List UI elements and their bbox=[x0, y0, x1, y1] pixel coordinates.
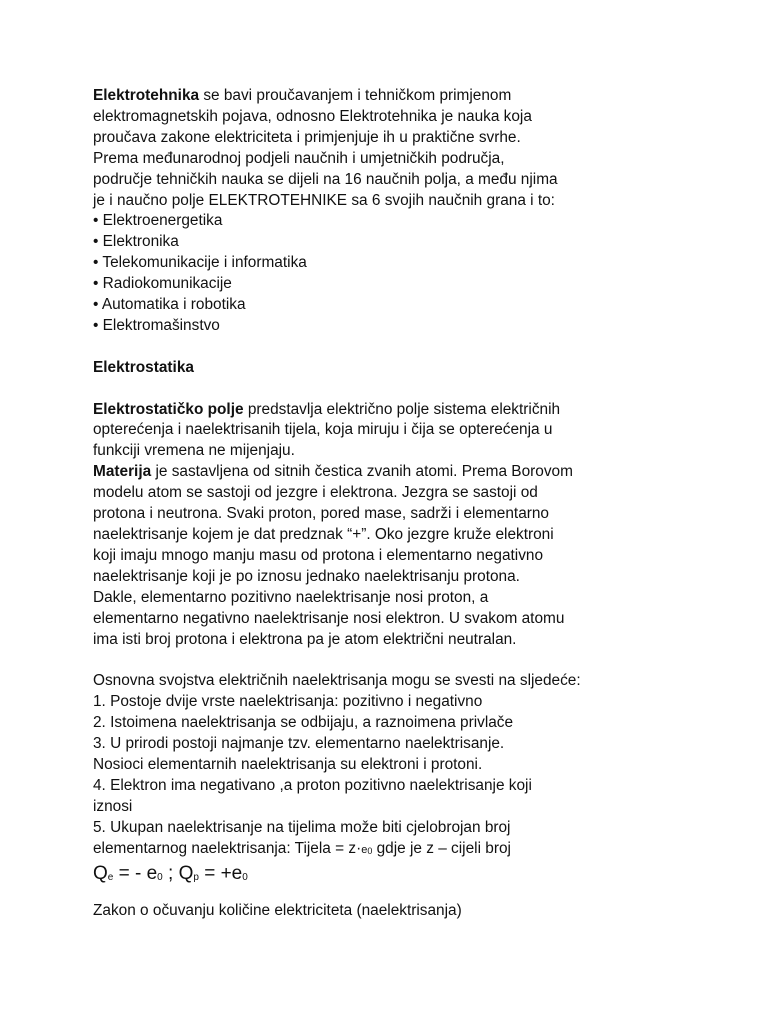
properties-line-2: 1. Postoje dvije vrste naelektrisanja: pozitivno i negativno bbox=[93, 693, 483, 711]
matter-line-6: naelektrisanje koji je po iznosu jednako naelektrisanju protona. bbox=[93, 567, 520, 585]
matter-line-2: modelu atom se sastoji od jezgre i elektrona. Jezgra se sastoji od bbox=[93, 484, 538, 502]
matter-line-8: elementarno negativno naelektrisanje nosi elektron. U svakom atomu bbox=[93, 609, 565, 627]
spacer bbox=[93, 650, 653, 671]
properties-line-6: 4. Elektron ima negativano ,a proton pozitivno naelektrisanje koji bbox=[93, 776, 532, 794]
intro-line-4: Prema međunarodnoj podjeli naučnih i umjetničkih područja, bbox=[93, 149, 505, 167]
spacer bbox=[93, 891, 653, 901]
charge-formula: $Q_e$ = - $e_0$ ; $Q_p = +e_0$ bbox=[93, 863, 248, 885]
field-line-2: opterećenja i naelektrisanih tijela, koja miruju i čija se opterećenja u bbox=[93, 421, 553, 439]
properties-line-1: Osnovna svojstva električnih naelektrisanja mogu se svesti na sljedeće: bbox=[93, 672, 581, 690]
matter-line-3: protona i neutrona. Svaki proton, pored mase, sadrži i elementarno bbox=[93, 505, 549, 523]
intro-line-1: Elektrotehnika se bavi proučavanjem i tehničkom primjenom bbox=[93, 87, 512, 104]
properties-line-9: elementarnog naelektrisanja: Tijela = z·e0 gdje je z – cijeli broj bbox=[93, 839, 511, 857]
properties-line-5: Nosioci elementarnih naelektrisanja su elektroni i protoni. bbox=[93, 755, 483, 773]
field-bold-term: Elektrostatičko polje bbox=[93, 400, 244, 418]
list-item: • Elektroenergetika bbox=[93, 212, 223, 230]
list-item: • Automatika i robotika bbox=[93, 296, 246, 314]
spacer bbox=[93, 337, 653, 358]
properties-line-7: iznosi bbox=[93, 797, 133, 815]
matter-bold-term: Materija bbox=[93, 463, 152, 481]
properties-line-3: 2. Istoimena naelektrisanja se odbijaju, a raznoimena privlače bbox=[93, 714, 514, 732]
document-body bbox=[93, 86, 653, 922]
matter-line-5: koji imaju mnogo manju masu od protona i elementarno negativno bbox=[93, 546, 544, 564]
matter-line-7: Dakle, elementarno pozitivno naelektrisanje nosi proton, a bbox=[93, 588, 489, 606]
intro-line-2: elektromagnetskih pojava, odnosno Elektrotehnika je nauka koja bbox=[93, 107, 532, 125]
list-item: • Radiokomunikacije bbox=[93, 275, 232, 293]
properties-line-4: 3. U prirodi postoji najmanje tzv. elementarno naelektrisanje. bbox=[93, 735, 505, 753]
intro-line-3: proučava zakone elektriciteta i primjenjuje ih u praktične svrhe. bbox=[93, 128, 521, 146]
matter-line-9: ima isti broj protona i elektrona pa je atom električni neutralan. bbox=[93, 630, 517, 648]
intro-line-6: je i naučno polje ELEKTROTEHNIKE sa 6 svojih naučnih grana i to: bbox=[93, 191, 555, 209]
field-line-3: funkciji vremena ne mijenjaju. bbox=[93, 442, 295, 460]
intro-bold-term: Elektrotehnika bbox=[93, 87, 200, 104]
matter-line-4: naelektrisanje kojem je dat predznak “+”. Oko jezgre kruže elektroni bbox=[93, 526, 554, 543]
list-item: • Telekomunikacije i informatika bbox=[93, 254, 307, 272]
section-heading: Elektrostatika bbox=[93, 358, 194, 376]
list-item: • Elektromašinstvo bbox=[93, 316, 220, 334]
field-line-1: Elektrostatičko polje predstavlja električno polje sistema električnih bbox=[93, 400, 561, 418]
list-item: • Elektronika bbox=[93, 233, 179, 251]
matter-line-1: Materija je sastavljena od sitnih čestica zvanih atomi. Prema Borovom bbox=[93, 463, 573, 481]
properties-line-8: 5. Ukupan naelektrisanje na tijelima može biti cjelobrojan broj bbox=[93, 818, 511, 836]
law-heading: Zakon o očuvanju količine elektriciteta (naelektrisanja) bbox=[93, 902, 462, 920]
intro-line-5: područje tehničkih nauka se dijeli na 16 naučnih polja, a među njima bbox=[93, 170, 558, 188]
spacer bbox=[93, 379, 653, 400]
